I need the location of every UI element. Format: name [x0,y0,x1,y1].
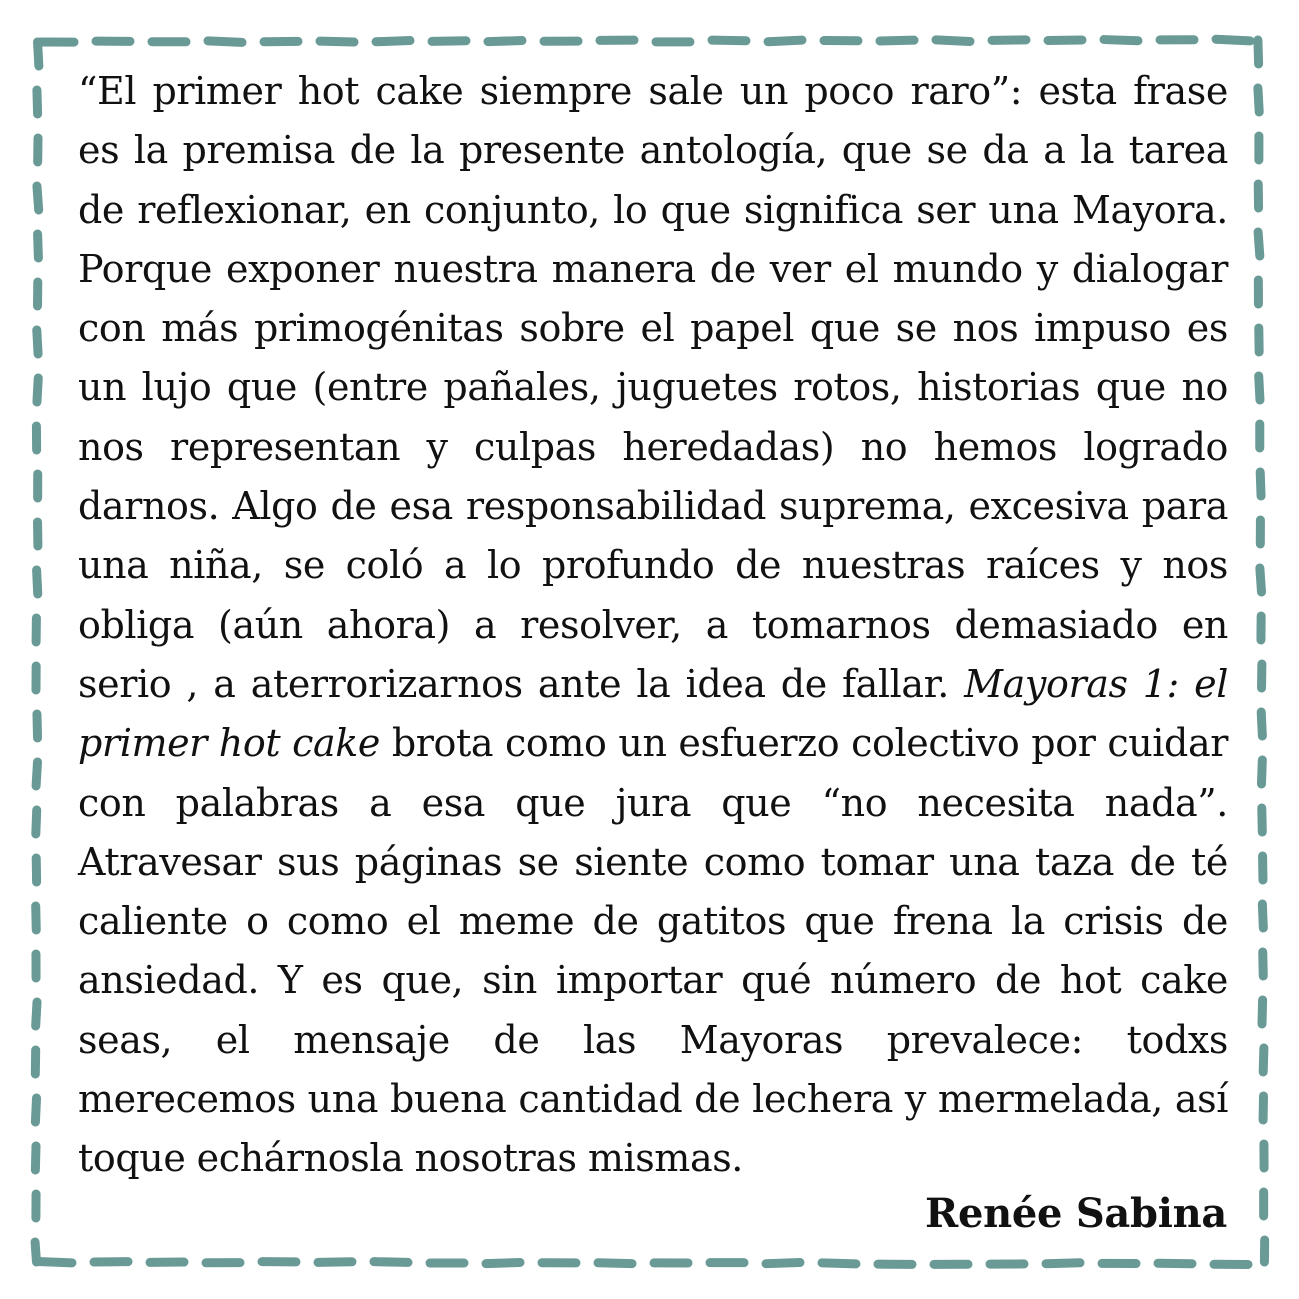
border-dash [37,570,38,594]
border-dash [1263,952,1264,976]
border-dash [1046,1263,1080,1264]
author-signature: Renée Sabina [925,1190,1227,1237]
passage-container [78,62,1228,1189]
border-dash [36,906,37,930]
border-dash [36,810,37,834]
border-dash [37,90,38,114]
border-dash [1260,568,1262,592]
border-dash [1261,712,1262,736]
border-dash [374,1262,408,1263]
passage-text [78,62,1228,1189]
border-dash [712,40,746,41]
border-dash [1263,1048,1264,1072]
border-dash [1262,808,1263,832]
border-dash [37,378,38,402]
border-dash [766,1263,800,1264]
border-dash [1260,472,1261,496]
border-dash [1262,1000,1263,1024]
passage-part-1: “El primer hot cake siempre sale un poco raro”: esta frase es la premisa de la presente antología, que se da a la tarea de reflexionar, en conjunto, lo que significa ser una Mayora. Porque exponer nuestra manera de ver el mundo y dialogar con más primogénitas sobre el papel que se nos impuso es un lujo que (entre pañales, juguetes rotos, historias que no nos representan y culpas heredadas) no hemos logrado darnos. Algo de esa responsabilidad suprema, excesiva para una niña, se coló a lo profundo de nuestras raíces y nos obliga (aún ahora) a resolver, a tomarnos demasiado en serio , a aterrorizarnos ante la idea de fallar. [78,69,1228,706]
book-title: Mayoras 1: el primer hot cake [78,661,1228,766]
border-dash [486,1262,520,1263]
border-dash [35,1146,36,1170]
border-dash [1104,40,1138,41]
passage-part-2: brota como un esfuerzo colectivo por cuidar con palabras a esa que jura que “no necesita nada”. Atravesar sus páginas se siente como tomar una taza de té caliente o como el meme de gatitos que frena la crisis de ansiedad. Y es que, sin importar qué número de hot cake seas, el mensaje de las Mayoras prevalece: todxs merecemos una buena cantidad de lechera y mermelada, así toque echárnosla nosotras mismas. [78,721,1228,1181]
border-dash [36,762,37,786]
border-dash [35,1098,36,1122]
border-dash [1258,40,1259,64]
border-dash [1259,376,1260,400]
border-dash [35,1242,36,1262]
border-dash [936,40,970,42]
border-dash [1261,760,1262,784]
border-dash [1258,232,1260,256]
border-dash [880,40,914,41]
border-dash [1258,88,1259,112]
border-dash [822,1263,856,1264]
border-dash [318,1262,352,1263]
border-dash [1216,39,1250,41]
border-dash [488,41,522,42]
border-dash [1262,904,1263,928]
border-dash [38,42,39,66]
border-dash [320,41,354,42]
border-dash [36,1002,37,1026]
border-dash [376,41,410,42]
border-dash [768,40,802,42]
border-dash [432,41,466,42]
border-dash [208,41,242,43]
border-dash [37,186,39,210]
border-dash [38,1261,72,1262]
border-dash [598,1263,632,1264]
border-dash [37,330,38,354]
border-dash [38,234,39,258]
border-dash [37,714,38,738]
